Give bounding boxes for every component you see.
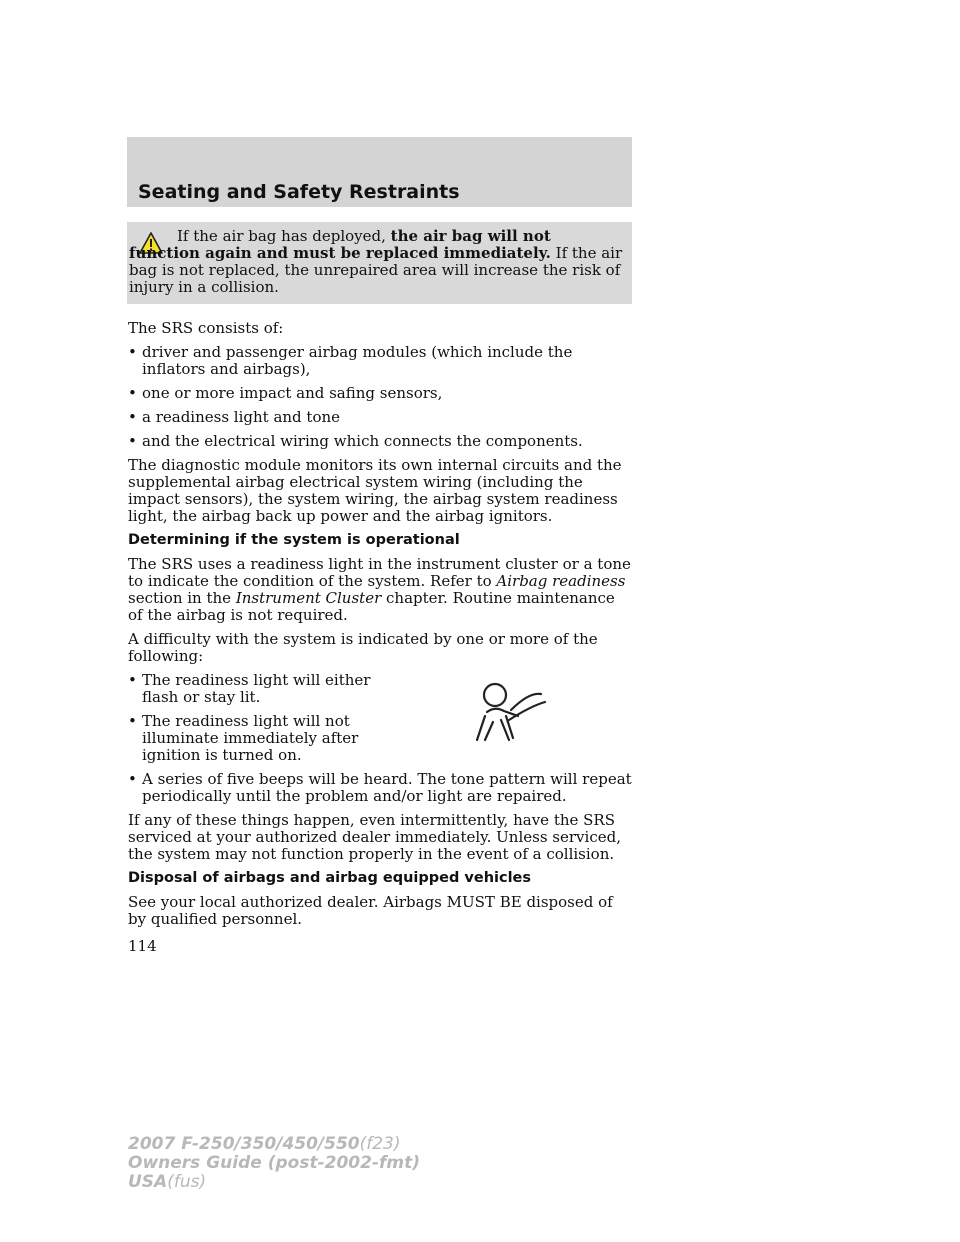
footer-model-code: (f23) — [359, 1134, 401, 1154]
page-number: 114 — [128, 937, 157, 955]
readiness-text-2: section in the — [128, 589, 236, 607]
list-item: • one or more impact and safing sensors, — [128, 385, 633, 402]
warning-text-plain-1: If the air bag has deployed, — [177, 227, 391, 245]
list-item: • and the electrical wiring which connects the components. — [128, 433, 633, 450]
readiness-text-3: chapter. Routine maintenance of the airbag is not required. — [128, 589, 615, 624]
list-item: • The readiness light will either flash or stay lit. — [128, 672, 372, 706]
footer-line-1 — [128, 1135, 420, 1154]
disposal-paragraph: See your local authorized dealer. Airbags MUST BE disposed of by qualified personnel. — [128, 893, 613, 928]
document-footer — [128, 1135, 420, 1192]
difficulty-list — [128, 672, 633, 764]
diagnostic-paragraph: The diagnostic module monitors its own internal circuits and the supplemental airbag electrical system wiring (including the impact sensors), the system wiring, the airbag system readiness light, the airbag back up power and the airbag ignitors. — [128, 456, 622, 525]
airbag-readiness-icon — [473, 682, 553, 744]
list-item: • a readiness light and tone — [128, 409, 633, 426]
list-item: • driver and passenger airbag modules (which include the inflators and airbags), — [128, 344, 633, 378]
srs-component-list — [128, 344, 633, 450]
footer-line-3 — [128, 1173, 420, 1192]
warning-box — [127, 222, 632, 304]
warning-text-bold: the air bag will not function again and must be replaced immediately. — [129, 227, 551, 262]
list-item: • The readiness light will not illuminate immediately after ignition is turned on. — [128, 713, 372, 764]
section-heading-operational: Determining if the system is operational — [128, 532, 460, 548]
difficulty-list-continued — [128, 771, 633, 805]
warning-text-plain-2: If the air bag is not replaced, the unrepaired area will increase the risk of injury in a collision. — [129, 244, 623, 296]
readiness-paragraph — [128, 556, 633, 624]
footer-region-code: (fus) — [167, 1172, 207, 1192]
readiness-text-1: The SRS uses a readiness light in the instrument cluster or a tone to indicate the condition of the system. Refer to — [128, 555, 631, 590]
difficulty-intro: A difficulty with the system is indicated by one or more of the following: — [128, 630, 598, 665]
page-body — [128, 320, 633, 935]
srs-intro: The SRS consists of: — [128, 319, 284, 337]
section-header — [127, 137, 632, 207]
footer-region: USA — [128, 1172, 168, 1192]
service-paragraph: If any of these things happen, even intermittently, have the SRS serviced at your authorized dealer immediately. Unless serviced, the system may not function properly in the event of a collision. — [128, 811, 621, 863]
instrument-cluster-reference: Instrument Cluster — [235, 589, 382, 607]
footer-line-2: Owners Guide (post-2002-fmt) — [128, 1153, 421, 1173]
airbag-readiness-reference: Airbag readiness — [496, 572, 626, 590]
section-heading-disposal: Disposal of airbags and airbag equipped vehicles — [128, 870, 532, 886]
difficulty-block — [128, 672, 633, 805]
footer-model: 2007 F-250/350/450/550 — [128, 1134, 360, 1154]
section-title: Seating and Safety Restraints — [138, 181, 460, 203]
list-item: • A series of five beeps will be heard. The tone pattern will repeat periodically until the problem and/or light are repaired. — [128, 771, 633, 805]
warning-text — [129, 228, 626, 296]
